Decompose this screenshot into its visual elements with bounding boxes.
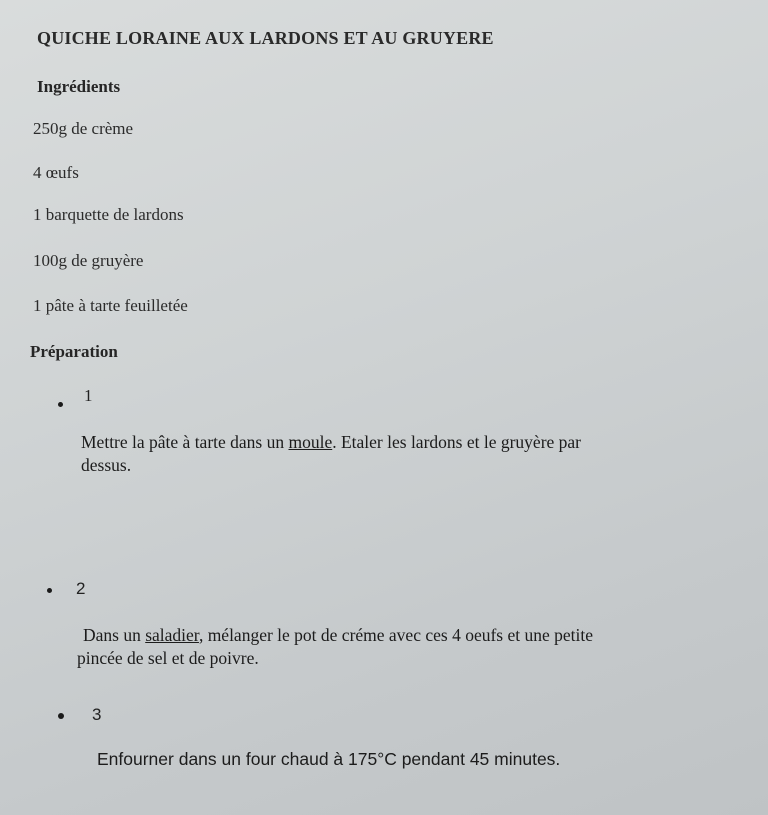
bullet-icon	[58, 402, 63, 407]
ingredients-heading: Ingrédients	[37, 77, 121, 96]
step-number: 3	[92, 705, 102, 724]
recipe-title: QUICHE LORAINE AUX LARDONS ET AU GRUYERE	[37, 28, 494, 48]
step-text: Enfourner dans un four chaud à 175°C pendant 45 minutes.	[97, 749, 561, 769]
step-text-part: , mélanger le pot de créme avec ces 4 oeufs et une petite	[198, 625, 593, 645]
step-number: 2	[76, 579, 86, 598]
ingredient-item: 1 pâte à tarte feuilletée	[33, 296, 188, 315]
step-keyword: moule	[288, 432, 333, 452]
preparation-heading: Préparation	[30, 342, 118, 361]
step-number: 1	[84, 386, 93, 405]
step-keyword: saladier	[145, 625, 199, 645]
ingredient-item: 100g de gruyère	[33, 251, 144, 270]
ingredient-item: 4 œufs	[33, 163, 79, 182]
bullet-icon	[58, 713, 64, 719]
step-text-part: Dans un	[83, 625, 146, 645]
step-text-part: pincée de sel et de poivre.	[77, 648, 259, 668]
step-text	[77, 624, 593, 670]
step-text-part: dessus.	[81, 455, 132, 475]
step-text-part: Mettre la pâte à tarte dans un	[81, 432, 289, 452]
step-text	[81, 431, 581, 477]
ingredient-item: 1 barquette de lardons	[33, 205, 184, 224]
step-text-part: . Etaler les lardons et le gruyère par	[332, 432, 582, 452]
ingredient-item: 250g de crème	[33, 119, 134, 138]
bullet-icon	[47, 588, 52, 593]
